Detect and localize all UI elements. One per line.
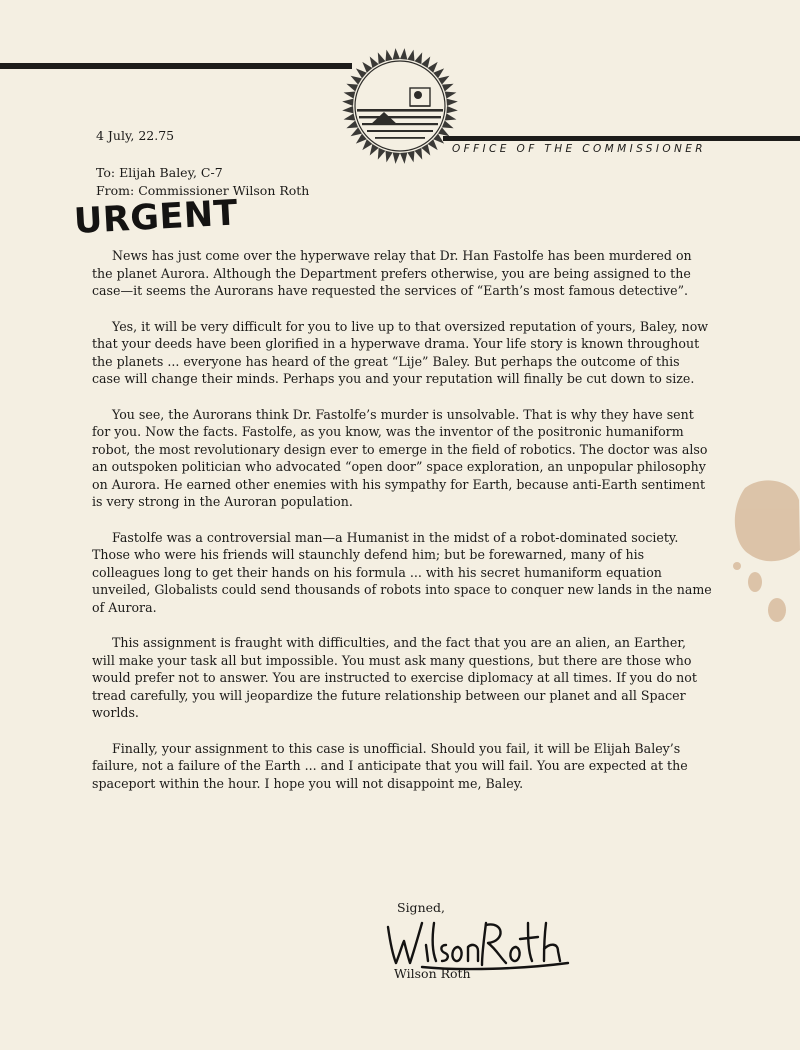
body-paragraph: This assignment is fraught with difficulties, and the fact that you are an alien, an Earther, will make your task all but impossible. You must ask many questions, but there are those who would prefer not to answer. You are instructed to exercise diplomacy at all times. If you do not tread carefully, you will jeopardize the future relationship between our planet and all Spacer worlds. — [92, 635, 697, 720]
body-paragraph: News has just come over the hyperwave relay that Dr. Han Fastolfe has been murdered on the planet Aurora. Although the Department prefers otherwise, you are being assigned to the case—it seems the Aurorans have requested the services of “Earth’s most famous detective”. — [92, 248, 692, 298]
seal-tooth — [342, 106, 353, 113]
seal-tooth — [385, 50, 392, 62]
seal-tooth — [378, 148, 386, 160]
seal-tooth — [346, 121, 358, 129]
seal-tooth — [393, 48, 400, 59]
seal-tooth — [351, 127, 362, 136]
body-paragraph: Yes, it will be very difficult for you to live up to that oversized reputation of yours, Baley, now that your deeds have been glorified in a hyperwave drama. Your life story is known throughout the planets ... everyone has heard of the great “Lije” Baley. But perhaps the outcome of this case will change their minds. Perhaps you and your reputation will finally be cut down to size. — [92, 318, 709, 386]
seal-tooth — [421, 144, 430, 155]
body-paragraph: Finally, your assignment to this case is unofficial. Should you fail, it will be Elijah Baley’s failure, not a failure of the Earth ... and I anticipate that you will fail. You are expected at the spaceport within the hour. I hope you will not disappoint me, Baley. — [92, 740, 688, 791]
letterhead-rule-left — [0, 63, 352, 69]
seal-tooth — [421, 57, 430, 68]
seal-tooth — [400, 152, 407, 163]
seal-tooth — [342, 99, 353, 106]
seal-tooth — [370, 144, 379, 155]
seal-tooth — [370, 57, 379, 68]
office-of-commissioner-heading: OFFICE OF THE COMMISSIONER — [452, 143, 706, 155]
body-paragraph: Fastolfe was a controversial man—a Humanist in the midst of a robot-dominated society. Those who were his friends will staunchly defend him; but be forewarned, many of his colleagues long to get their hands on his formula ... with his secret humaniform equation unveiled, Globalists could send thousands of robots into space to conquer new lands in the name of Aurora. — [92, 529, 712, 615]
urgent-stamp: URGENT — [72, 193, 240, 242]
seal-tooth — [442, 84, 454, 92]
letterhead-rule-right — [443, 136, 800, 141]
seal-tooth — [438, 127, 449, 136]
signer-name: Wilson Roth — [394, 966, 471, 981]
body-paragraph: You see, the Aurorans think Dr. Fastolfe’s murder is unsolvable. That is why they have sent for you. Now the facts. Fastolfe, as you know, was the inventor of the positronic humaniform robot, the most revolutionary design ever to emerge in the field of robotics. The doctor was also an outspoken politician who advocated “open door” space exploration, an unpopular philosophy on Aurora. He earned other enemies with his sympathy for Earth, because anti-Earth sentiment is very strong in the Auroran population. — [92, 406, 708, 509]
seal-tooth — [346, 84, 358, 92]
seal-tooth — [446, 106, 457, 113]
seal-tooth — [407, 151, 414, 163]
seal-tooth — [407, 50, 414, 62]
seal-tooth — [351, 76, 362, 85]
seal-tooth — [442, 121, 454, 129]
letter-date: 4 July, 22.75 — [96, 128, 175, 143]
seal-tooth — [438, 76, 449, 85]
sender-line: From: Commissioner Wilson Roth — [96, 183, 310, 198]
signed-label: Signed, — [397, 900, 445, 915]
coffee-stain — [715, 470, 800, 630]
seal-tooth — [400, 48, 407, 59]
letter-body — [92, 247, 712, 810]
seal-tooth — [344, 113, 356, 120]
seal-tooth — [415, 148, 423, 160]
seal-tooth — [445, 91, 457, 98]
seal-tooth — [385, 151, 392, 163]
seal-tooth — [393, 152, 400, 163]
handwritten-signature — [382, 915, 572, 973]
seal-tooth — [415, 52, 423, 64]
seal-tooth — [445, 113, 457, 120]
seal-emblem-icon — [340, 46, 460, 166]
seal-tooth — [344, 91, 356, 98]
recipient-line: To: Elijah Baley, C-7 — [96, 165, 223, 180]
seal-tooth — [446, 99, 457, 106]
seal-tooth — [378, 52, 386, 64]
